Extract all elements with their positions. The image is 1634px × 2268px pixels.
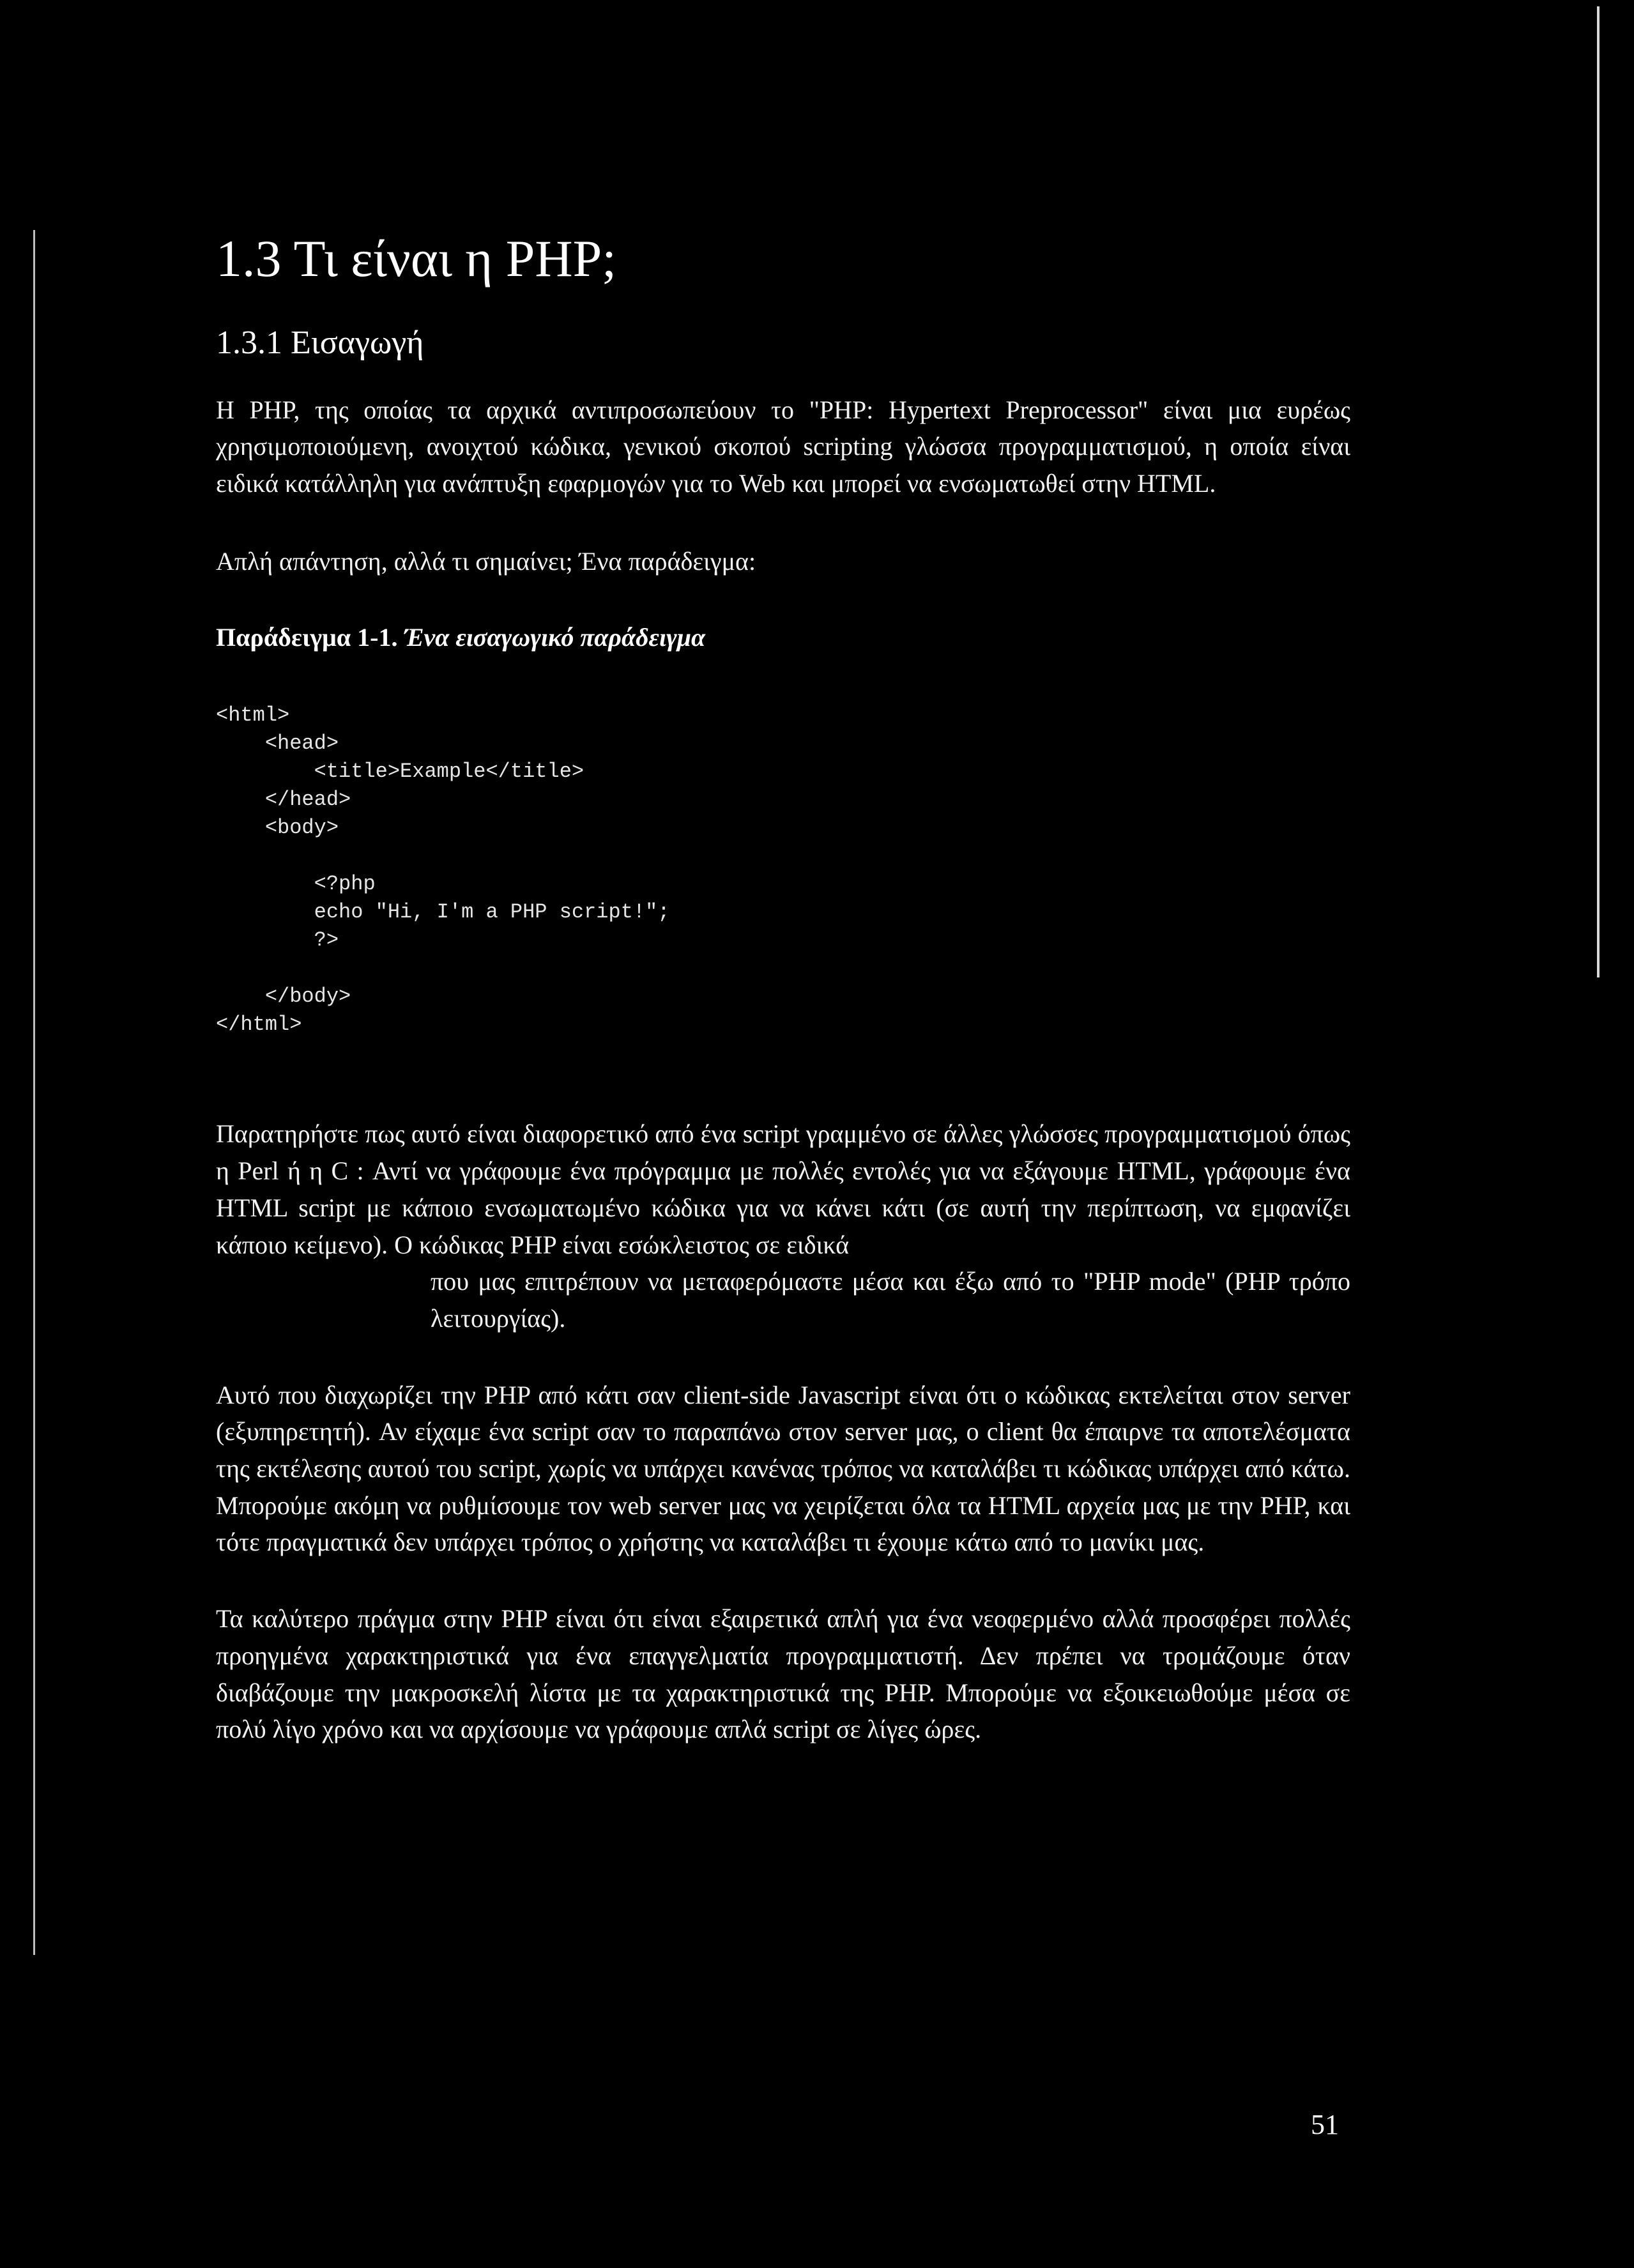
paragraph-4: Τα καλύτερο πράγμα στην PHP είναι ότι είναι εξαιρετικά απλή για ένα νεοφερμένο αλλά προσφέρει πολλές προηγμένα χαρακτηριστικά για ένα επαγγελματία προγραμματιστή. Δεν πρέπει να τρομάζουμε όταν διαβάζουμε την μακροσκελή λίστα με τα χαρακτηριστικά της PHP. Μπορούμε να εξοικειωθούμε μέσα σε πολύ λίγο χρόνο και να αρχίσουμε να γράφουμε απλά script σε λίγες ώρες. — [216, 1604, 1350, 1744]
section-heading: 1.3 Τι είναι η PHP; — [216, 229, 616, 287]
intro-paragraph: Η PHP, της οποίας τα αρχικά αντιπροσωπεύουν το "PHP: Hypertext Preprocessor" είναι μια ευρέως χρησιμοποιούμενη, ανοιχτού κώδικα, γενικού σκοπού scripting γλώσσα προγραμματισμού, η οποία είναι ειδικά κατάλληλη για ανάπτυξη εφαρμογών για το Web και μπορεί να ενσωματωθεί στην HTML. — [216, 395, 1350, 498]
paragraph-3: Αυτό που διαχωρίζει την PHP από κάτι σαν client-side Javascript είναι ότι ο κώδικας εκτελείται στον server (εξυπηρετητή). Αν είχαμε ένα script σαν το παραπάνω στον server μας, ο client θα έπαιρνε τα αποτελέσματα της εκτέλεσης αυτού του script, χωρίς να υπάρχει κανένας τρόπος να καταλάβει τι κώδικας υπάρχει από κάτω. Μπορούμε ακόμη να ρυθμίσουμε τον web server μας να χειρίζεται όλα τα HTML αρχεία μας με την PHP, και τότε πραγματικά δεν υπάρχει τρόπος ο χρήστης να καταλάβει τι έχουμε κάτω από το μανίκι μας. — [216, 1380, 1350, 1557]
example-caption-title: Ένα εισαγωγικό παράδειγμα — [404, 623, 706, 652]
page-number: 51 — [1311, 2109, 1339, 2140]
paragraph-2 — [216, 1115, 1350, 1337]
question-line: Απλή απάντηση, αλλά τι σημαίνει; Ένα παράδειγμα: — [216, 546, 756, 576]
subsection-heading: 1.3.1 Εισαγωγή — [216, 325, 424, 362]
code-listing: <html> <head> <title>Example</title> </head> <body> <?php echo "Hi, I'm a PHP script!"; ?> </body> </html> — [216, 703, 670, 1037]
page-body — [216, 230, 1350, 1748]
example-caption — [216, 619, 1350, 655]
scan-edge-line-left — [33, 230, 35, 1955]
paragraph-2-part-1: Παρατηρήστε πως αυτό είναι διαφορετικό από ένα script γραμμένο σε άλλες γλώσσες προγραμματισμού όπως η Perl ή η C : Αντί να γράφουμε ένα πρόγραμμα με πολλές εντολές για να εξάγουμε HTML, γράφουμε ένα HTML script με κάποιο ενσωματωμένο κώδικα για να κάνει κάτι (σε αυτή την περίπτωση, να εμφανίζει κάποιο κείμενο). Ο κώδικας PHP είναι εσώκλειστος σε ειδικά — [216, 1119, 1350, 1259]
scan-edge-line-right — [1597, 6, 1600, 977]
paragraph-2-part-2: που μας επιτρέπουν να μεταφερόμαστε μέσα και έξω από το "PHP mode" (PHP τρόπο λειτουργίας). — [431, 1267, 1350, 1333]
example-caption-label: Παράδειγμα 1-1. — [216, 623, 398, 652]
